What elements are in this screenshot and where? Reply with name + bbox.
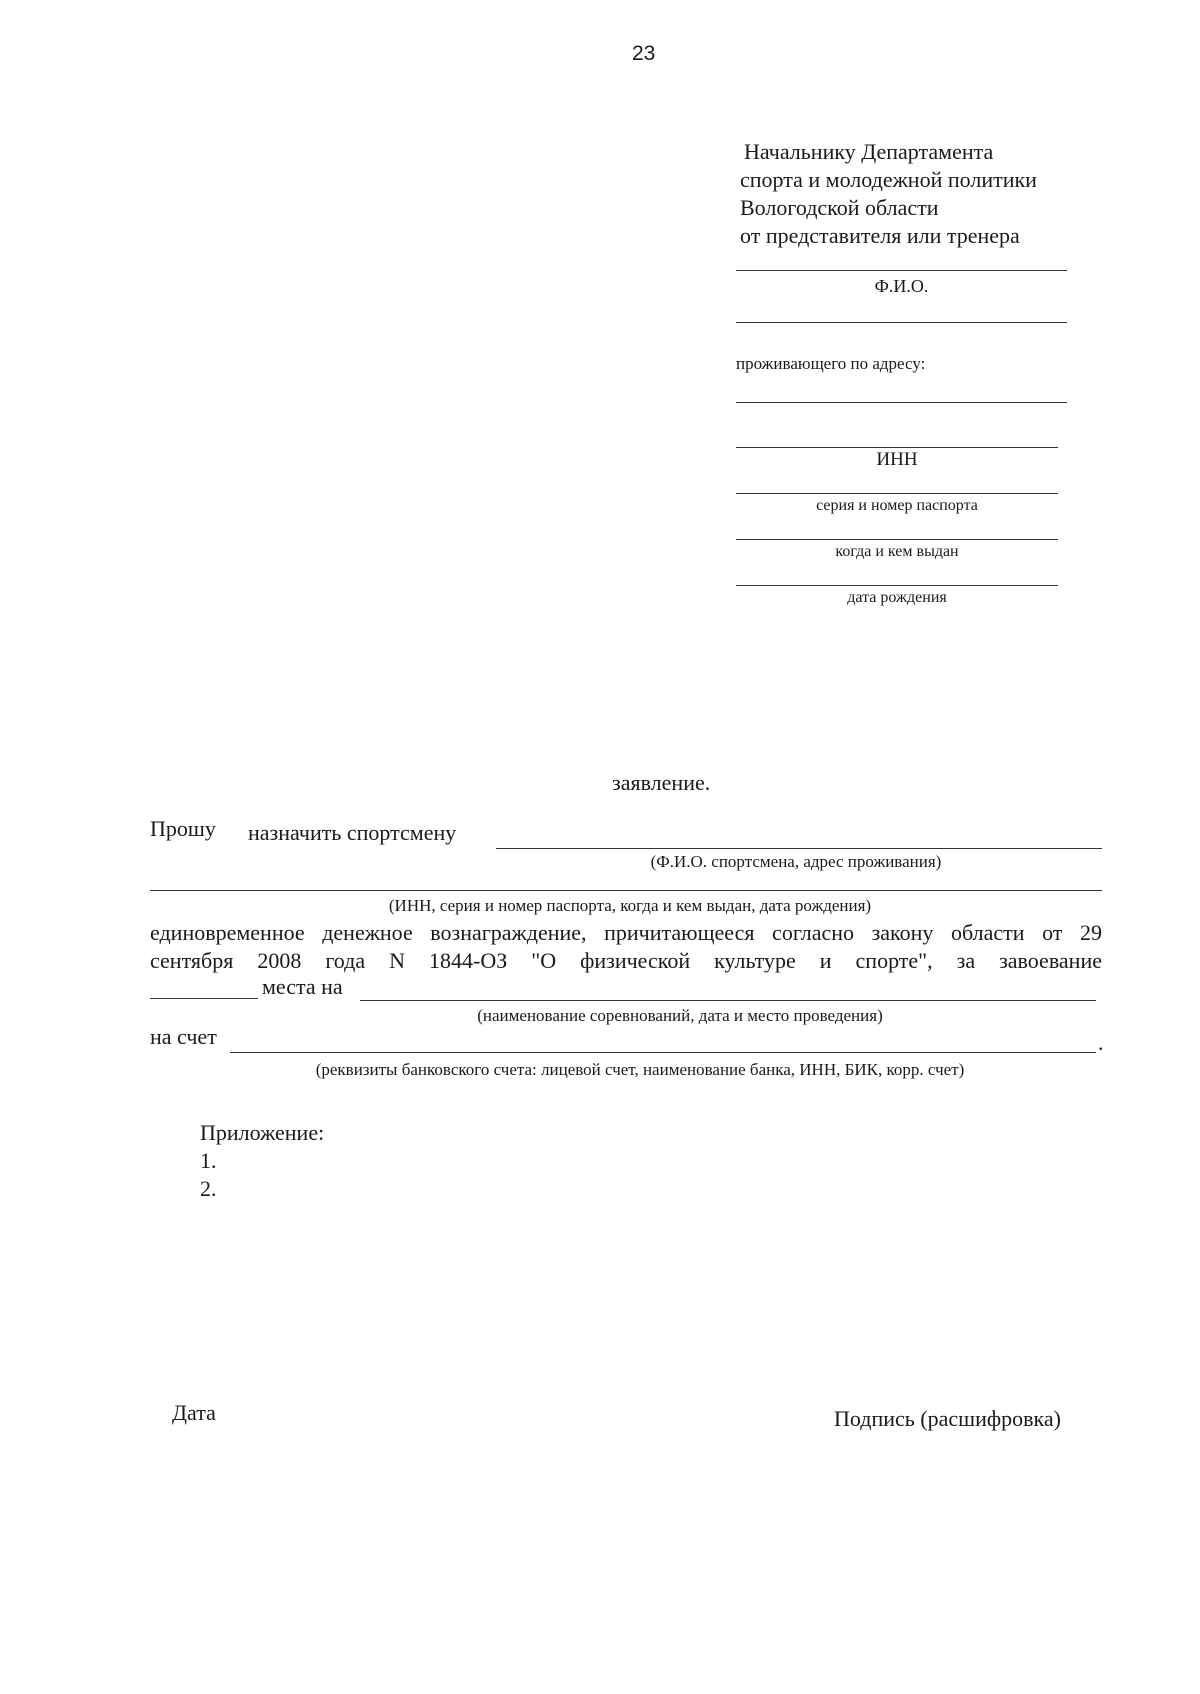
request-rest: назначить спортсмену bbox=[248, 820, 457, 845]
inn-caption: ИНН bbox=[876, 449, 918, 470]
application-title: заявление. bbox=[612, 770, 711, 795]
addressee-block bbox=[740, 138, 1037, 250]
fio-line-2 bbox=[736, 322, 1067, 323]
fio-caption: Ф.И.О. bbox=[874, 276, 929, 296]
passport-caption: серия и номер паспорта bbox=[816, 497, 978, 514]
page-number: 23 bbox=[632, 42, 656, 65]
attachments-title: Приложение: bbox=[200, 1120, 325, 1145]
addressee-line: от представителя или тренера bbox=[740, 223, 1020, 248]
account-label: на счет bbox=[150, 1024, 217, 1049]
caption-competition: (наименование соревнований, дата и место проведения) bbox=[477, 1006, 883, 1025]
addressee-line: спорта и молодежной политики bbox=[740, 167, 1037, 192]
attachment-item: 2. bbox=[200, 1176, 217, 1201]
attachment-item: 1. bbox=[200, 1148, 217, 1173]
inn-line bbox=[736, 493, 1058, 494]
athlete-line bbox=[496, 848, 1102, 849]
issued-line bbox=[736, 585, 1058, 586]
date-label: Дата bbox=[172, 1400, 216, 1425]
text-line-2: сентября 2008 года N 1844-ОЗ "О физической культуре и спорте", за завоевание bbox=[150, 948, 1102, 973]
birth-caption: дата рождения bbox=[847, 589, 947, 606]
caption-bank: (реквизиты банковского счета: лицевой счет, наименование банка, ИНН, БИК, корр. счет) bbox=[315, 1060, 965, 1079]
signature-label: Подпись (расшифровка) bbox=[834, 1406, 1061, 1431]
place-line bbox=[150, 998, 258, 999]
address-line-2 bbox=[736, 447, 1058, 448]
addressee-line: Начальнику Департамента bbox=[744, 139, 994, 164]
issued-caption: когда и кем выдан bbox=[835, 543, 959, 560]
account-line bbox=[230, 1052, 1096, 1053]
address-line-1 bbox=[736, 402, 1067, 403]
request-word: Прошу bbox=[150, 816, 216, 841]
addressee-line: Вологодской области bbox=[740, 195, 939, 220]
passport-data-line bbox=[150, 890, 1102, 891]
fio-line bbox=[736, 270, 1067, 271]
caption-passport: (ИНН, серия и номер паспорта, когда и кем выдан, дата рождения) bbox=[388, 896, 872, 915]
competition-line bbox=[360, 1000, 1096, 1001]
text-line-1: единовременное денежное вознаграждение, причитающееся согласно закону области от 29 bbox=[150, 920, 1102, 945]
caption-athlete: (Ф.И.О. спортсмена, адрес проживания) bbox=[650, 852, 942, 871]
account-end: . bbox=[1098, 1030, 1104, 1055]
address-label: проживающего по адресу: bbox=[736, 354, 926, 373]
place-label: места на bbox=[262, 974, 343, 999]
passport-line bbox=[736, 539, 1058, 540]
